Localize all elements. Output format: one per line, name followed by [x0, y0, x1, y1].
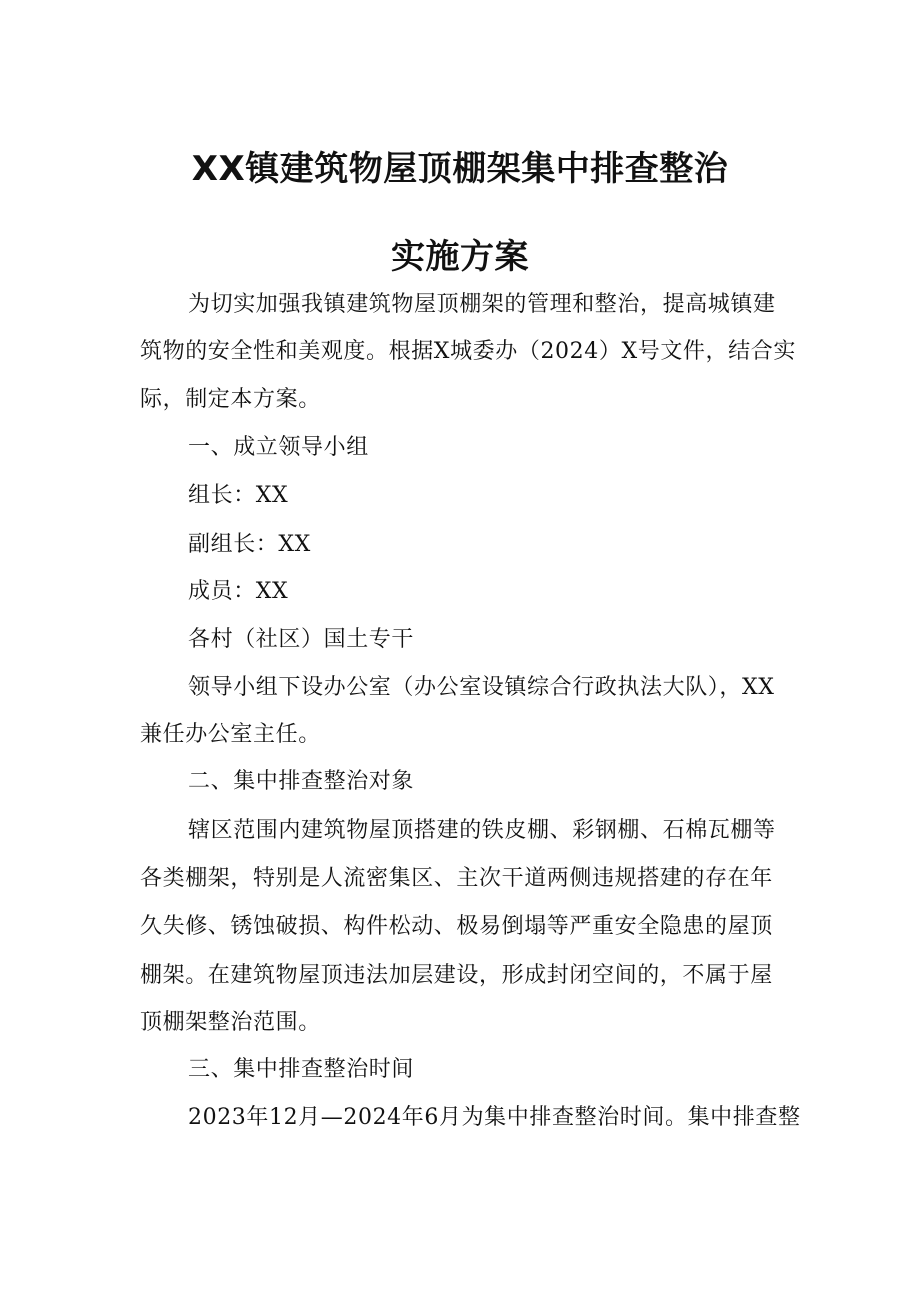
- leader-line: 组长：XX: [188, 483, 289, 508]
- scope-line-4: 棚架。在建筑物屋顶违法加层建设，形成封闭空间的，不属于屋: [140, 963, 773, 988]
- deputy-leader-line: 副组长：XX: [188, 532, 311, 557]
- document-title-line-1: XX镇建筑物屋顶棚架集中排查整治: [191, 149, 729, 189]
- members-line: 成员：XX: [188, 579, 289, 604]
- section-heading-3: 三、集中排查整治时间: [188, 1057, 415, 1082]
- paragraph-intro-line-3: 际，制定本方案。: [140, 387, 321, 412]
- village-staff-line: 各村（社区）国土专干: [188, 627, 415, 652]
- scope-line-5: 顶棚架整治范围。: [140, 1010, 321, 1035]
- scope-line-1: 辖区范围内建筑物屋顶搭建的铁皮棚、彩钢棚、石棉瓦棚等: [188, 818, 776, 843]
- time-line-1: 2023年12月—2024年6月为集中排查整治时间。集中排查整: [188, 1105, 801, 1130]
- section-heading-2: 二、集中排查整治对象: [188, 769, 415, 794]
- paragraph-intro-line-2: 筑物的安全性和美观度。根据X城委办（2024）X号文件，结合实: [140, 339, 796, 364]
- office-line-1: 领导小组下设办公室（办公室设镇综合行政执法大队），XX: [188, 675, 775, 700]
- paragraph-intro-line-1: 为切实加强我镇建筑物屋顶棚架的管理和整治，提高城镇建: [188, 292, 776, 317]
- scope-line-3: 久失修、锈蚀破损、构件松动、极易倒塌等严重安全隐患的屋顶: [140, 914, 773, 939]
- office-line-2: 兼任办公室主任。: [140, 722, 321, 747]
- section-heading-1: 一、成立领导小组: [188, 435, 369, 460]
- scope-line-2: 各类棚架，特别是人流密集区、主次干道两侧违规搭建的存在年: [140, 866, 773, 891]
- document-title-line-2: 实施方案: [391, 237, 529, 277]
